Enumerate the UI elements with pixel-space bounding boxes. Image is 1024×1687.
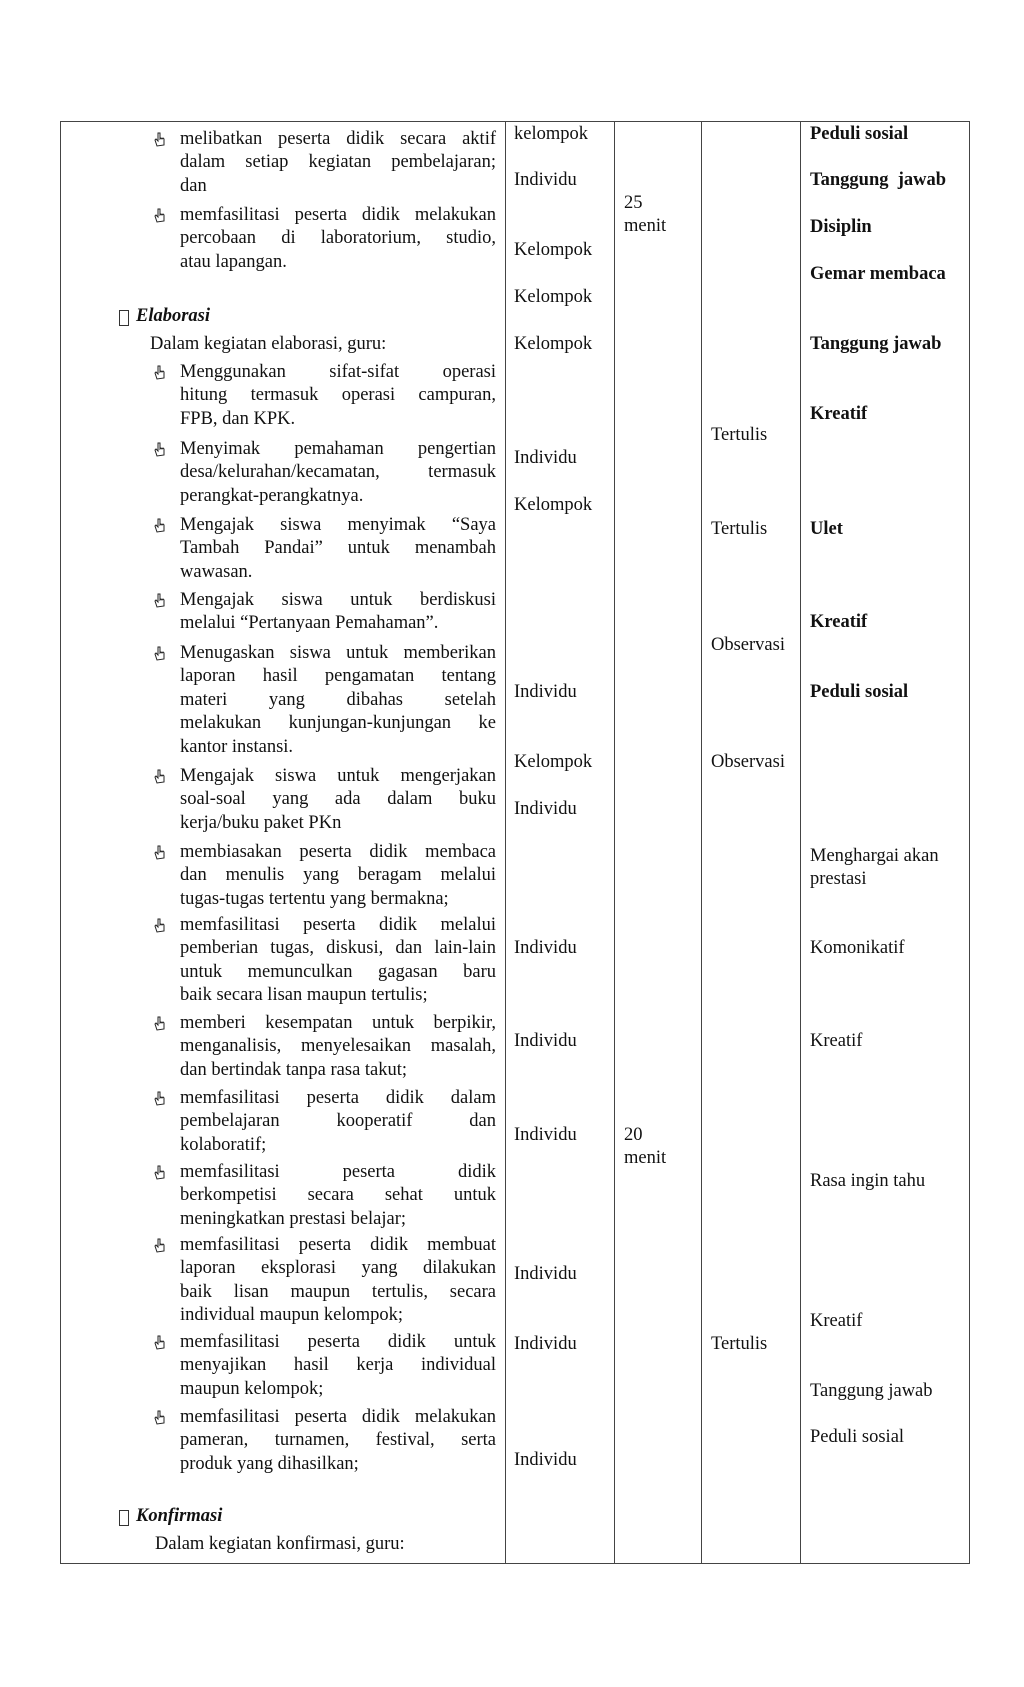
column-divider (614, 121, 615, 1564)
section-intro: Dalam kegiatan elaborasi, guru: (150, 334, 387, 354)
group-cell: Individu (514, 1031, 577, 1051)
character-value: Kreatif (810, 1311, 863, 1331)
time-cell: 25 menit (624, 193, 667, 236)
group-cell: Individu (514, 448, 577, 468)
list-item: memfasilitasi peserta didik dalam pembelajaran kooperatif dan kolaboratif; (180, 1088, 496, 1155)
hand-pointer-icon (152, 844, 166, 860)
assessment-cell: Tertulis (711, 425, 768, 445)
list-item: Mengajak siswa menyimak “Saya Tambah Pandai” untuk menambah wawasan. (180, 515, 496, 582)
list-item: memfasilitasi peserta didik berkompetisi secara sehat untuk meningkatkan prestasi belajar; (180, 1162, 496, 1229)
list-item: memfasilitasi peserta didik untuk menyajikan hasil kerja individual maupun kelompok; (180, 1332, 496, 1399)
group-cell: Kelompok (514, 495, 593, 515)
character-value: Peduli sosial (810, 682, 909, 702)
list-item: memberi kesempatan untuk berpikir, menganalisis, menyelesaikan masalah, dan bertindak tanpa rasa takut; (180, 1013, 496, 1080)
group-cell: Individu (514, 170, 577, 190)
list-item: Menugaskan siswa untuk memberikan laporan hasil pengamatan tentang materi yang dibahas setelah melakukan kunjungan-kunjungan ke kantor instansi. (180, 643, 496, 757)
group-cell: Kelompok (514, 334, 593, 354)
character-value: Tanggung jawab (810, 170, 947, 190)
group-cell: Individu (514, 799, 577, 819)
hand-pointer-icon (152, 1164, 166, 1180)
list-item: Mengajak siswa untuk berdiskusi melalui “Pertanyaan Pemahaman”. (180, 590, 496, 634)
group-cell: Individu (514, 938, 577, 958)
group-cell: Kelompok (514, 240, 593, 260)
hand-pointer-icon (152, 645, 166, 661)
list-item: memfasilitasi peserta didik membuat laporan eksplorasi yang dilakukan baik lisan maupun tertulis, secara individual maupun kelompok; (180, 1235, 496, 1326)
column-divider (800, 121, 801, 1564)
list-item: memfasilitasi peserta didik melakukan pameran, turnamen, festival, serta produk yang dihasilkan; (180, 1407, 496, 1474)
assessment-cell: Tertulis (711, 1334, 768, 1354)
character-value: Tanggung jawab (810, 334, 942, 354)
hand-pointer-icon (152, 517, 166, 533)
hand-pointer-icon (152, 1015, 166, 1031)
hand-pointer-icon (152, 1409, 166, 1425)
hand-pointer-icon (152, 441, 166, 457)
character-value: Menghargai akan prestasi (810, 846, 939, 889)
column-divider (701, 121, 702, 1564)
character-value: Kreatif (810, 612, 868, 632)
character-value: Kreatif (810, 1031, 863, 1051)
group-cell: Kelompok (514, 287, 593, 307)
hand-pointer-icon (152, 1090, 166, 1106)
character-value: Peduli sosial (810, 124, 909, 144)
list-item: melibatkan peserta didik secara aktif dalam setiap kegiatan pembelajaran; dan (180, 129, 496, 196)
list-item: Mengajak siswa untuk mengerjakan soal-soal yang ada dalam buku kerja/buku paket PKn (180, 766, 496, 833)
section-marker-icon (119, 310, 129, 326)
hand-pointer-icon (152, 917, 166, 933)
hand-pointer-icon (152, 364, 166, 380)
section-title-elaborasi: Elaborasi (136, 306, 211, 326)
group-cell: Individu (514, 682, 577, 702)
section-title-konfirmasi: Konfirmasi (136, 1506, 223, 1526)
hand-pointer-icon (152, 1334, 166, 1350)
hand-pointer-icon (152, 1237, 166, 1253)
character-value: Peduli sosial (810, 1427, 905, 1447)
hand-pointer-icon (152, 207, 166, 223)
character-value: Rasa ingin tahu (810, 1171, 926, 1191)
hand-pointer-icon (152, 768, 166, 784)
group-cell: Individu (514, 1264, 577, 1284)
group-cell: Individu (514, 1125, 577, 1145)
list-item: membiasakan peserta didik membaca dan menulis yang beragam melalui tugas-tugas tertentu yang bermakna; (180, 842, 496, 909)
character-value: Komonikatif (810, 938, 905, 958)
column-divider (505, 121, 506, 1564)
list-item: Menggunakan sifat-sifat operasi hitung termasuk operasi campuran, FPB, dan KPK. (180, 362, 496, 429)
list-item: memfasilitasi peserta didik melakukan percobaan di laboratorium, studio, atau lapangan. (180, 205, 496, 272)
list-item: memfasilitasi peserta didik melalui pemberian tugas, diskusi, dan lain-lain untuk memunculkan gagasan baru baik secara lisan maupun tertulis; (180, 915, 496, 1006)
assessment-cell: Observasi (711, 752, 785, 772)
hand-pointer-icon (152, 592, 166, 608)
time-cell: 20 menit (624, 1125, 667, 1168)
group-cell: Individu (514, 1334, 577, 1354)
group-cell: Kelompok (514, 752, 593, 772)
character-value: Tanggung jawab (810, 1381, 933, 1401)
assessment-cell: Tertulis (711, 519, 768, 539)
character-value: Gemar membaca (810, 264, 946, 284)
list-item: Menyimak pemahaman pengertian desa/kelurahan/kecamatan, termasuk perangkat-perangkatnya. (180, 439, 496, 506)
section-marker-icon (119, 1510, 129, 1526)
character-value: Ulet (810, 519, 843, 539)
character-value: Disiplin (810, 217, 872, 237)
section-intro: Dalam kegiatan konfirmasi, guru: (155, 1534, 405, 1554)
group-cell: Individu (514, 1450, 577, 1470)
group-cell: kelompok (514, 124, 588, 144)
assessment-cell: Observasi (711, 635, 785, 655)
hand-pointer-icon (152, 131, 166, 147)
character-value: Kreatif (810, 404, 868, 424)
